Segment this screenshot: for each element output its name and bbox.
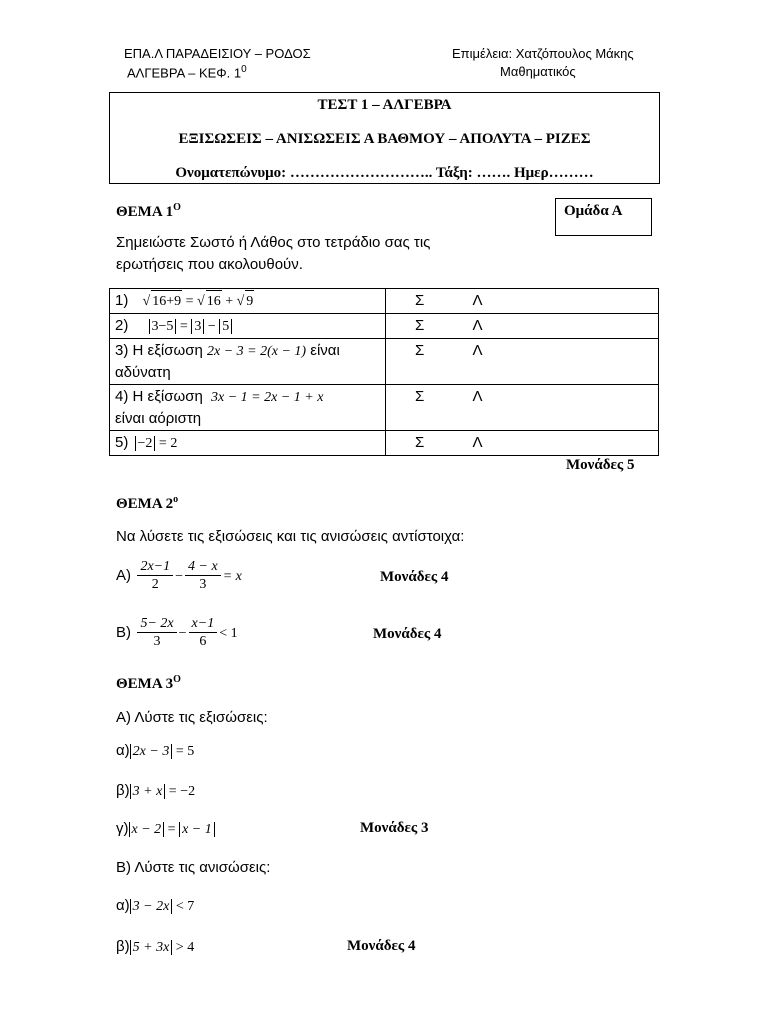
false-option: Λ <box>472 388 483 405</box>
statement-cell <box>110 289 386 314</box>
abs-term: x − 2 <box>129 822 165 837</box>
theme3-b-points: Μονάδες 4 <box>347 938 416 954</box>
false-option: Λ <box>472 434 483 451</box>
test-topics: ΕΞΙΣΩΣΕΙΣ – ΑΝΙΣΩΣΕΙΣ Α ΒΑΘΜΟΥ – ΑΠΟΛΥΤΑ – ΡΙΖΕΣ <box>178 131 591 147</box>
statement-text: Η εξίσωση <box>132 342 203 359</box>
theme3-a-beta <box>116 782 195 800</box>
sqrt-term: 16+9 <box>151 290 182 312</box>
subject-label: ΑΛΓΕΒΡΑ – ΚΕΦ. 1 <box>127 65 242 81</box>
answer-cell <box>386 385 659 431</box>
formula <box>130 744 195 759</box>
abs-term: 5 + 3x <box>130 940 173 955</box>
true-option: Σ <box>415 292 425 309</box>
table-row <box>110 431 659 456</box>
theme3-part-b: Β) Λύστε τις ανισώσεις: <box>116 859 271 876</box>
formula <box>135 436 178 451</box>
theme3-sup: Ο <box>173 674 181 685</box>
theme2-heading <box>116 494 178 513</box>
false-option: Λ <box>472 292 483 309</box>
minus-sign: − <box>178 625 187 641</box>
true-false-table <box>109 288 659 456</box>
theme1-heading <box>116 202 181 221</box>
fraction <box>137 559 173 594</box>
answer-cell <box>386 431 659 456</box>
test-title: ΤΕΣΤ 1 – ΑΛΓΕΒΡΑ <box>317 97 452 113</box>
denominator: 6 <box>199 634 207 649</box>
eq-sign: = <box>164 822 180 837</box>
statement-text: Η εξίσωση <box>132 388 203 405</box>
row-number: 4) <box>115 388 129 405</box>
rhs: = 5 <box>172 744 195 759</box>
abs-term: −2 <box>135 436 156 451</box>
subject-chapter <box>127 64 247 80</box>
statement-cell <box>110 314 386 339</box>
abs-term: 5 <box>219 319 232 334</box>
item-label: β) <box>116 938 130 955</box>
plus-sign: + <box>221 294 237 309</box>
row-number: 3) <box>115 342 129 359</box>
table-row <box>110 289 659 314</box>
item-label: β) <box>116 782 130 799</box>
theme3-heading-text: ΘΕΜΑ 3 <box>116 676 174 692</box>
editor-role: Μαθηματικός <box>500 64 576 79</box>
abs-term: 3 − 2x <box>130 899 173 914</box>
theme2-instruction: Να λύσετε τις εξισώσεις και τις ανισώσεις αντίστοιχα: <box>116 528 465 545</box>
minus-sign: − <box>175 568 184 584</box>
formula <box>130 940 195 955</box>
theme2-sup: ο <box>173 494 179 505</box>
answer-cell <box>386 314 659 339</box>
table-row <box>110 314 659 339</box>
theme3-part-a: Α) Λύστε τις εξισώσεις: <box>116 709 268 726</box>
theme1-instruction-1: Σημειώστε Σωστό ή Λάθος στο τετράδιο σας τις <box>116 234 431 251</box>
theme3-a-alpha <box>116 742 194 760</box>
abs-term: 3 <box>191 319 204 334</box>
eq-sign: = <box>182 294 198 309</box>
theme1-heading-text: ΘΕΜΑ 1 <box>116 204 174 220</box>
theme1-points: Μονάδες 5 <box>566 457 635 473</box>
answer-cell <box>386 289 659 314</box>
formula <box>130 784 195 799</box>
row-number: 5) <box>115 434 129 451</box>
denominator: 2 <box>151 577 159 592</box>
rhs: < 7 <box>172 899 195 914</box>
item-label: γ) <box>116 820 129 837</box>
sqrt-term: 9 <box>245 290 254 312</box>
theme1-instruction-2: ερωτήσεις που ακολουθούν. <box>116 256 303 273</box>
formula: √ 16+9 = √ 16 + √ 9 <box>143 294 255 309</box>
denominator: 3 <box>153 634 161 649</box>
school-name: ΕΠΑ.Λ ΠΑΡΑΔΕΙΣΙΟΥ – ΡΟΔΟΣ <box>124 46 311 61</box>
formula <box>135 559 242 592</box>
abs-term: 3 + x <box>130 784 166 799</box>
theme1-sup: Ο <box>173 202 181 213</box>
theme2-b-points: Μονάδες 4 <box>373 626 442 642</box>
theme3-heading <box>116 674 181 693</box>
formula <box>135 616 238 649</box>
true-option: Σ <box>415 317 425 334</box>
theme2-ineq-b <box>116 616 238 651</box>
theme3-a-points: Μονάδες 3 <box>360 820 429 836</box>
true-option: Σ <box>415 434 425 451</box>
group-box: Ομάδα Α <box>555 198 652 236</box>
false-option: Λ <box>472 342 483 359</box>
table-row <box>110 339 659 385</box>
theme3-b-beta <box>116 938 194 956</box>
statement-cell <box>110 339 386 385</box>
eq-label: Α) <box>116 566 131 584</box>
fraction <box>185 559 221 594</box>
statement-text: είναι αόριστη <box>115 410 202 427</box>
rhs: < 1 <box>219 625 238 641</box>
row-number: 1) <box>115 292 129 309</box>
item-label: α) <box>116 742 130 759</box>
rhs: > 4 <box>172 940 195 955</box>
true-option: Σ <box>415 388 425 405</box>
rhs: = x <box>222 568 242 584</box>
statement-cell <box>110 385 386 431</box>
statement-text: αδύνατη <box>115 364 171 381</box>
eq-label: Β) <box>116 623 131 641</box>
abs-term: 2x − 3 <box>130 744 173 759</box>
sqrt-term: 16 <box>206 290 222 312</box>
theme3-a-gamma <box>116 820 215 838</box>
eq-sign: = <box>176 319 192 334</box>
numerator: 4 − x <box>185 559 221 576</box>
abs-term: 3−5 <box>149 319 177 334</box>
row-number: 2) <box>115 317 129 334</box>
denominator: 3 <box>199 577 207 592</box>
formula <box>129 822 215 837</box>
editor-name: Επιμέλεια: Χατζόπουλος Μάκης <box>452 46 634 61</box>
theme2-a-points: Μονάδες 4 <box>380 569 449 585</box>
theme2-eq-a <box>116 559 242 594</box>
abs-term: x − 1 <box>179 822 215 837</box>
statement-cell <box>110 431 386 456</box>
title-box <box>109 92 660 184</box>
item-label: α) <box>116 897 130 914</box>
true-option: Σ <box>415 342 425 359</box>
false-option: Λ <box>472 317 483 334</box>
numerator: x−1 <box>189 616 218 633</box>
minus-sign: − <box>204 319 220 334</box>
fraction <box>137 616 176 651</box>
answer-cell <box>386 339 659 385</box>
numerator: 5− 2x <box>137 616 176 633</box>
table-row <box>110 385 659 431</box>
theme3-b-alpha <box>116 897 194 915</box>
formula <box>130 899 195 914</box>
formula <box>149 319 233 334</box>
student-info-line: Ονοματεπώνυμο: ……………………….. Τάξη: ……. Ημερ……… <box>175 165 594 181</box>
statement-text: είναι <box>310 342 340 359</box>
formula: 3x − 1 = 2x − 1 + x <box>211 390 324 405</box>
rhs: = −2 <box>165 784 196 799</box>
formula: 2x − 3 = 2(x − 1) <box>207 344 307 359</box>
numerator: 2x−1 <box>137 559 173 576</box>
fraction <box>189 616 218 651</box>
chapter-superscript: 0 <box>241 64 247 75</box>
theme2-heading-text: ΘΕΜΑ 2 <box>116 496 174 512</box>
eq-rhs: = 2 <box>155 436 178 451</box>
